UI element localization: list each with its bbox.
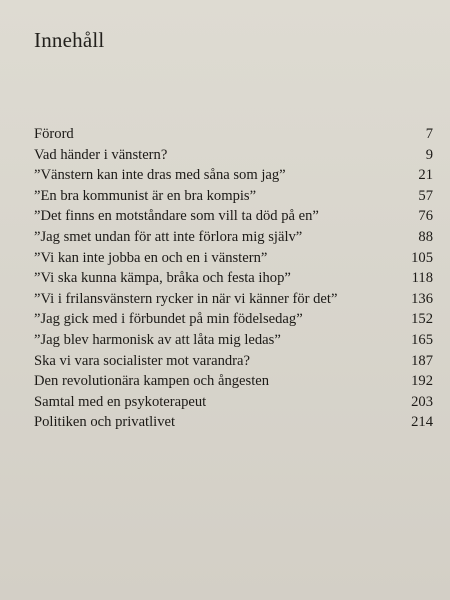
toc-entry xyxy=(34,145,433,166)
toc-entry-title: ”En bra kommunist är en bra kompis” xyxy=(34,187,257,204)
toc-entry xyxy=(34,412,433,433)
toc-entry-page: 118 xyxy=(411,270,433,287)
toc-entry-title: ”Vi i frilansvänstern rycker in när vi känner för det” xyxy=(34,290,338,307)
toc-entry xyxy=(34,330,433,351)
toc-entry-page: 214 xyxy=(411,414,433,431)
page-title: Innehåll xyxy=(34,28,105,52)
toc-entry-page: 165 xyxy=(411,331,433,348)
toc-entry-title: ”Jag blev harmonisk av att låta mig ledas” xyxy=(34,331,281,348)
toc-entry xyxy=(34,165,433,186)
toc-entry-page: 9 xyxy=(425,146,433,163)
toc-entry-title: ”Jag smet undan för att inte förlora mig själv” xyxy=(34,228,303,245)
toc-entry-page: 57 xyxy=(418,187,433,204)
toc-entry xyxy=(34,309,433,330)
toc-entry xyxy=(34,124,433,145)
toc-entry-page: 76 xyxy=(418,208,433,225)
toc-entry xyxy=(34,371,433,392)
toc-entry-title: Den revolutionära kampen och ångesten xyxy=(34,373,270,390)
toc-entry-title: ”Vi ska kunna kämpa, bråka och festa ihop” xyxy=(34,270,291,287)
toc-entry xyxy=(34,392,433,413)
toc-entry-page: 88 xyxy=(418,228,433,245)
toc-entry-title: ”Det finns en motståndare som vill ta död på en” xyxy=(34,208,319,225)
toc-entry xyxy=(34,351,433,372)
toc-entry-title: ”Jag gick med i förbundet på min födelsedag” xyxy=(34,311,303,328)
toc-entry-title: Vad händer i vänstern? xyxy=(34,146,168,163)
toc-entry-page: 152 xyxy=(411,311,433,328)
toc-entry-title: Ska vi vara socialister mot varandra? xyxy=(34,352,250,369)
toc-entry-page: 105 xyxy=(411,249,433,266)
toc-entry-page: 192 xyxy=(411,373,433,390)
table-of-contents xyxy=(34,124,433,433)
toc-entry-title: ”Vi kan inte jobba en och en i vänstern” xyxy=(34,249,268,266)
toc-entry xyxy=(34,248,433,269)
toc-entry-page: 187 xyxy=(411,352,433,369)
toc-entry-page: 21 xyxy=(418,167,433,184)
toc-entry-title: Samtal med en psykoterapeut xyxy=(34,393,207,410)
toc-entry-page: 136 xyxy=(411,290,433,307)
toc-entry-page: 203 xyxy=(411,393,433,410)
toc-entry xyxy=(34,206,433,227)
toc-entry xyxy=(34,268,433,289)
toc-entry-page: 7 xyxy=(425,126,433,142)
toc-entry-title: Politiken och privatlivet xyxy=(34,414,176,431)
toc-entry xyxy=(34,227,433,248)
toc-entry-title: ”Vänstern kan inte dras med såna som jag” xyxy=(34,167,286,184)
toc-entry xyxy=(34,186,433,207)
toc-entry xyxy=(34,289,433,310)
toc-entry-title: Förord xyxy=(34,126,74,142)
